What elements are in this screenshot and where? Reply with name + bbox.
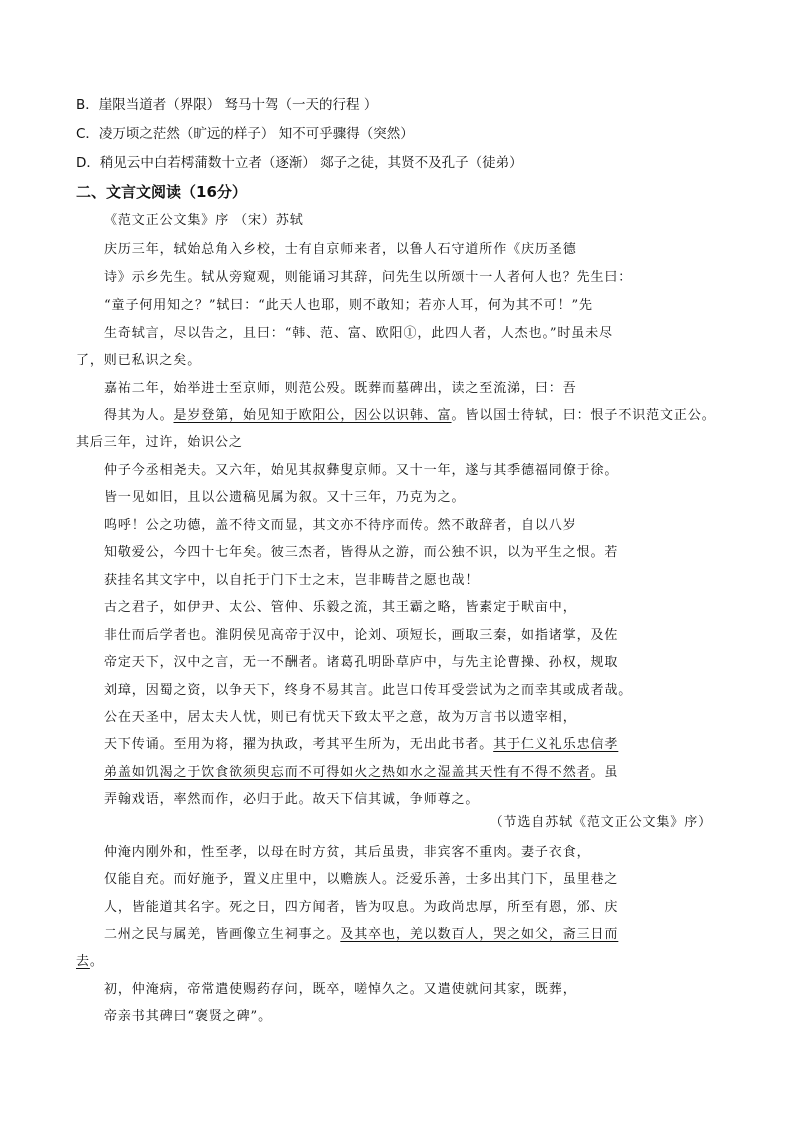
passage2-line: 人，皆能道其名字。死之日，四方闻者，皆为叹息。为政尚忠厚，所至有恩，邠、庆 xyxy=(104,900,619,915)
passage-line: “童子何用知之？”轼曰：“此天人也耶，则不敢知；若亦人耳，何为其不可！”先 xyxy=(104,298,593,313)
passage-line: 生奇轼言，尽以告之，且曰：“韩、范、富、欧阳①，此四人者，人杰也。”时虽未尽 xyxy=(104,326,613,341)
passage-line: 仲子今丞相尧夫。又六年，始见其叔彝叟京师。又十一年，遂与其季德福同僚于徐。 xyxy=(104,463,619,478)
passage-line xyxy=(104,735,618,755)
passage-line xyxy=(104,763,618,783)
passage-line: 庆历三年，轼始总角入乡校，士有自京师来者，以鲁人石守道所作《庆历圣德 xyxy=(104,242,577,257)
passage2-line: 仅能自充。而好施予，置义庄里中，以赡族人。泛爱乐善，士多出其门下，虽里巷之 xyxy=(104,872,619,887)
passage-line: 诗》示乡先生。轼从旁窥观，则能诵习其辞，问先生以所颂十一人者何人也？先生曰： xyxy=(104,270,633,285)
passage-line: 非仕而后学者也。淮阴侯见高帝于汉中，论刘、项短长，画取三秦，如指诸掌，及佐 xyxy=(104,628,619,643)
passage-title: 《范文正公文集》序 （宋）苏轼 xyxy=(104,213,304,228)
passage-line: 帝定天下，汉中之言，无一不酬者。诸葛孔明卧草庐中，与先主论曹操、孙权，规取 xyxy=(104,655,619,670)
passage-text: 。皆以国士待轼，曰：恨子不识范文正公。 xyxy=(451,408,716,423)
passage-line xyxy=(104,406,716,426)
section-title: 二、文言文阅读（16分） xyxy=(76,183,247,201)
passage-line: 知敬爱公，今四十七年矣。彼三杰者，皆得从之游，而公独不识，以为平生之恨。若 xyxy=(104,545,619,560)
passage-line: 刘璋，因蜀之资，以争天下，终身不易其言。此岂口传耳受尝试为之而幸其或成者哉。 xyxy=(104,683,633,698)
passage2-line: 初，仲淹病，帝常遣使赐药存问，既卒，嗟悼久之。又遣使就问其家，既葬， xyxy=(104,982,577,997)
underlined-sentence: 及其卒也，羌以数百人，哭之如父，斋三日而 xyxy=(340,927,619,942)
passage-text: 天下传诵。至用为将，擢为执政，考其平生所为，无出此书者。 xyxy=(104,737,494,752)
source-note: （节选自苏轼《范文正公文集》序） xyxy=(489,815,712,830)
option-d: D．稍见云中白若樗蒲数十立者（逐渐） 郯子之徒，其贤不及孔子（徒弟） xyxy=(76,155,523,171)
passage-text: 二州之民与属羌，皆画像立生祠事之。 xyxy=(104,927,341,942)
passage-line: 公在天圣中，居太夫人忧，则已有忧天下致太平之意，故为万言书以遗宰相， xyxy=(104,710,577,725)
passage-line: 嘉祐二年，始举进士至京师，则范公殁。既葬而墓碑出，读之至流涕，曰：吾 xyxy=(104,381,577,396)
passage-line: 弄翰戏语，率然而作，必归于此。故天下信其诚，争师尊之。 xyxy=(104,792,480,807)
passage-line: 呜呼！公之功德，盖不待文而显，其文亦不待序而传。然不敢辞者，自以八岁 xyxy=(104,518,577,533)
passage-line: 其后三年，过许，始识公之 xyxy=(76,435,243,450)
underlined-sentence: 去 xyxy=(76,954,90,969)
passage-line: 获挂名其文字中，以自托于门下士之末，岂非畴昔之愿也哉！ xyxy=(104,573,480,588)
underlined-sentence: 其于仁义礼乐忠信孝 xyxy=(493,737,619,752)
underlined-sentence: 弟盖如饥渴之于饮食欲须臾忘而不可得如火之热如水之湿盖其天性有不得不然者 xyxy=(104,765,591,780)
passage2-line xyxy=(104,925,618,945)
passage-line: 古之君子，如伊尹、太公、管仲、乐毅之流，其王霸之略，皆素定于畎亩中， xyxy=(104,600,577,615)
underlined-sentence: 是岁登第，始见知于欧阳公，因公以识韩、富 xyxy=(173,408,452,423)
option-c: C．凌万顷之茫然（旷远的样子） 知不可乎骤得（突然） xyxy=(76,126,414,142)
passage2-line xyxy=(76,952,104,972)
passage2-line: 仲淹内刚外和，性至孝，以母在时方贫，其后虽贵，非宾客不重肉。妻子衣食， xyxy=(104,845,591,860)
passage-text: 。虽 xyxy=(590,765,619,780)
passage-text: 。 xyxy=(89,954,104,969)
passage2-line: 帝亲书其碑曰“褒贤之碑”。 xyxy=(104,1009,272,1024)
passage-line: 皆一见如旧，且以公遗稿见属为叙。又十三年，乃克为之。 xyxy=(104,490,466,505)
passage-line: 了，则已私识之矣。 xyxy=(76,353,202,368)
option-b: B．崖限当道者（界限） 驽马十驾（一天的行程 ） xyxy=(76,97,378,113)
passage-text: 得其为人。 xyxy=(104,408,174,423)
